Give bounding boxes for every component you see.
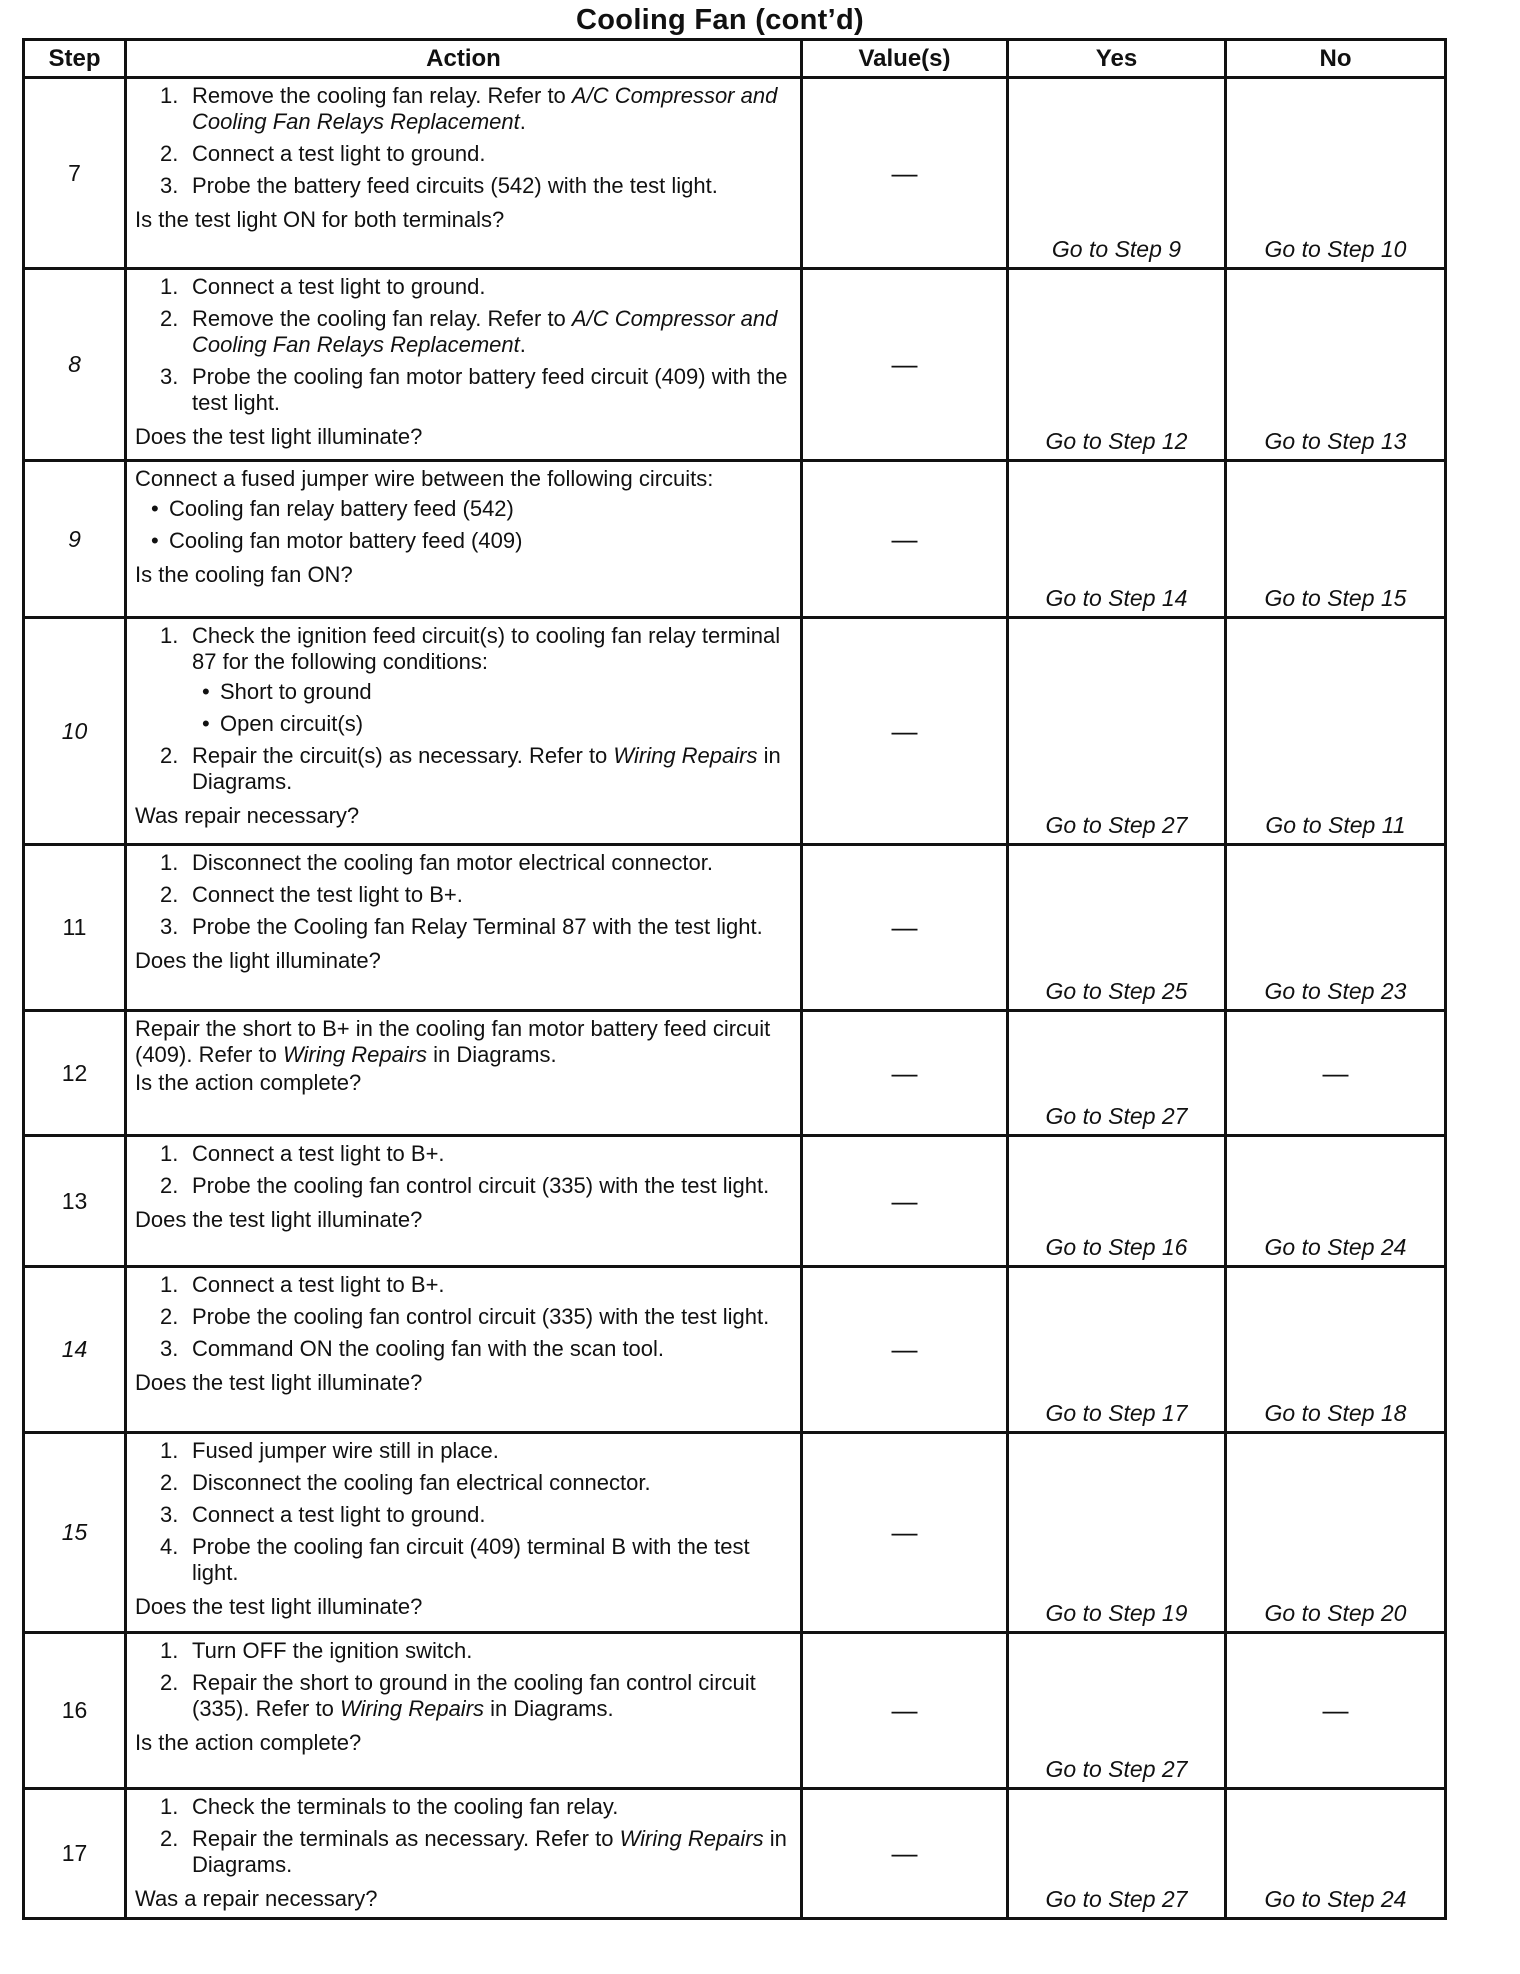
condition-item: • Short to ground — [200, 679, 792, 705]
step-number: 15 — [24, 1433, 126, 1633]
action-item: 2. Connect the test light to B+. — [160, 882, 463, 907]
action-item: 1. Check the terminals to the cooling fan relay. — [160, 1794, 619, 1819]
value-cell: — — [802, 1267, 1008, 1433]
condition-item: • Open circuit(s) — [200, 711, 792, 737]
table-row — [24, 78, 1446, 269]
action-question: Was a repair necessary? — [135, 1886, 378, 1911]
diagnostic-table — [22, 38, 1447, 1920]
action-item: 2. Disconnect the cooling fan electrical connector. — [160, 1470, 651, 1495]
step-number: 14 — [24, 1267, 126, 1433]
no-result: Go to Step 20 — [1226, 1433, 1446, 1633]
action-cell — [126, 269, 802, 461]
header-step: Step — [24, 40, 126, 78]
value-cell: — — [802, 269, 1008, 461]
action-item: 1. Disconnect the cooling fan motor electrical connector. — [160, 850, 713, 875]
yes-result: Go to Step 27 — [1008, 618, 1226, 845]
yes-result: Go to Step 12 — [1008, 269, 1226, 461]
no-result: Go to Step 18 — [1226, 1267, 1446, 1433]
no-result: Go to Step 24 — [1226, 1136, 1446, 1267]
yes-result: Go to Step 25 — [1008, 845, 1226, 1011]
action-paragraph: Repair the short to B+ in the cooling fan motor battery feed circuit (409). Refer to Wiring Repairs in Diagrams. — [135, 1016, 771, 1067]
action-cell — [126, 1633, 802, 1789]
step-number: 9 — [24, 461, 126, 618]
header-action: Action — [126, 40, 802, 78]
action-cell — [126, 1433, 802, 1633]
action-item: 1. Connect a test light to B+. — [160, 1272, 445, 1297]
action-item: 3. Command ON the cooling fan with the scan tool. — [160, 1336, 665, 1361]
no-result: Go to Step 15 — [1226, 461, 1446, 618]
header-values: Value(s) — [802, 40, 1008, 78]
action-item: 2. Repair the circuit(s) as necessary. Refer to Wiring Repairs in Diagrams. — [160, 743, 781, 794]
value-cell: — — [802, 1433, 1008, 1633]
value-cell: — — [802, 1789, 1008, 1919]
action-item: 3. Probe the battery feed circuits (542) with the test light. — [160, 173, 718, 198]
no-result: Go to Step 11 — [1226, 618, 1446, 845]
action-item: 2. Connect a test light to ground. — [160, 141, 486, 166]
no-result: Go to Step 24 — [1226, 1789, 1446, 1919]
action-item: 1. Turn OFF the ignition switch. — [160, 1638, 473, 1663]
value-cell: — — [802, 461, 1008, 618]
step-number: 7 — [24, 78, 126, 269]
action-question: Is the test light ON for both terminals? — [135, 207, 505, 232]
yes-result: Go to Step 27 — [1008, 1011, 1226, 1136]
action-cell — [126, 618, 802, 845]
action-question: Is the cooling fan ON? — [135, 562, 353, 587]
bullet-item: • Cooling fan relay battery feed (542) — [149, 496, 792, 522]
action-item: 3. Probe the Cooling fan Relay Terminal 87 with the test light. — [160, 914, 763, 939]
action-question: Does the test light illuminate? — [135, 1594, 423, 1619]
action-item: 1. Connect a test light to ground. — [160, 274, 486, 299]
no-result: Go to Step 10 — [1226, 78, 1446, 269]
table-row — [24, 845, 1446, 1011]
table-row — [24, 1011, 1446, 1136]
table-row — [24, 1633, 1446, 1789]
action-item: 1. Remove the cooling fan relay. Refer to A/C Compressor and Cooling Fan Relays Replacement. — [160, 83, 778, 134]
action-question: Does the test light illuminate? — [135, 1370, 423, 1395]
action-cell — [126, 461, 802, 618]
step-number: 10 — [24, 618, 126, 845]
action-item: 2. Probe the cooling fan control circuit (335) with the test light. — [160, 1173, 770, 1198]
action-cell — [126, 1267, 802, 1433]
action-item: 2. Repair the short to ground in the cooling fan control circuit (335). Refer to Wiring Repairs in Diagrams. — [160, 1670, 756, 1721]
value-cell: — — [802, 1633, 1008, 1789]
action-cell — [126, 78, 802, 269]
action-item: 2. Remove the cooling fan relay. Refer to A/C Compressor and Cooling Fan Relays Replacement. — [160, 306, 778, 357]
step-number: 16 — [24, 1633, 126, 1789]
action-cell — [126, 1136, 802, 1267]
table-row — [24, 269, 1446, 461]
bullet-item: • Cooling fan motor battery feed (409) — [149, 528, 792, 554]
value-cell: — — [802, 78, 1008, 269]
table-header-row — [24, 40, 1446, 78]
yes-result: Go to Step 27 — [1008, 1633, 1226, 1789]
no-result: Go to Step 13 — [1226, 269, 1446, 461]
action-cell — [126, 1789, 802, 1919]
action-item: 3. Probe the cooling fan motor battery feed circuit (409) with the test light. — [160, 364, 788, 415]
header-no: No — [1226, 40, 1446, 78]
header-yes: Yes — [1008, 40, 1226, 78]
action-item: 1. Check the ignition feed circuit(s) to cooling fan relay terminal 87 for the following conditions: • Short to ground • Open circuit(s) — [160, 623, 792, 737]
yes-result: Go to Step 17 — [1008, 1267, 1226, 1433]
table-row — [24, 1789, 1446, 1919]
yes-result: Go to Step 9 — [1008, 78, 1226, 269]
action-cell — [126, 1011, 802, 1136]
step-number: 17 — [24, 1789, 126, 1919]
action-question: Does the light illuminate? — [135, 948, 381, 973]
table-row — [24, 461, 1446, 618]
action-question: Does the test light illuminate? — [135, 1207, 423, 1232]
page-title: Cooling Fan (cont’d) — [576, 4, 864, 36]
step-number: 8 — [24, 269, 126, 461]
action-question: Was repair necessary? — [135, 803, 360, 828]
value-cell: — — [802, 1011, 1008, 1136]
table-row — [24, 618, 1446, 845]
table-row — [24, 1136, 1446, 1267]
no-result: — — [1226, 1011, 1446, 1136]
yes-result: Go to Step 14 — [1008, 461, 1226, 618]
action-question: Is the action complete? — [135, 1730, 362, 1755]
yes-result: Go to Step 19 — [1008, 1433, 1226, 1633]
action-item: 1. Connect a test light to B+. — [160, 1141, 445, 1166]
action-question: Does the test light illuminate? — [135, 424, 423, 449]
step-number: 11 — [24, 845, 126, 1011]
yes-result: Go to Step 16 — [1008, 1136, 1226, 1267]
table-row — [24, 1267, 1446, 1433]
action-item: 3. Connect a test light to ground. — [160, 1502, 486, 1527]
table-row — [24, 1433, 1446, 1633]
no-result: — — [1226, 1633, 1446, 1789]
action-cell — [126, 845, 802, 1011]
action-item: 2. Probe the cooling fan control circuit (335) with the test light. — [160, 1304, 770, 1329]
value-cell: — — [802, 618, 1008, 845]
step-number: 12 — [24, 1011, 126, 1136]
value-cell: — — [802, 1136, 1008, 1267]
action-intro: Connect a fused jumper wire between the following circuits: — [135, 466, 714, 491]
action-item: 2. Repair the terminals as necessary. Refer to Wiring Repairs in Diagrams. — [160, 1826, 787, 1877]
no-result: Go to Step 23 — [1226, 845, 1446, 1011]
value-cell: — — [802, 845, 1008, 1011]
action-question: Is the action complete? — [135, 1070, 362, 1095]
action-item: 4. Probe the cooling fan circuit (409) terminal B with the test light. — [160, 1534, 750, 1585]
yes-result: Go to Step 27 — [1008, 1789, 1226, 1919]
step-number: 13 — [24, 1136, 126, 1267]
action-item: 1. Fused jumper wire still in place. — [160, 1438, 499, 1463]
